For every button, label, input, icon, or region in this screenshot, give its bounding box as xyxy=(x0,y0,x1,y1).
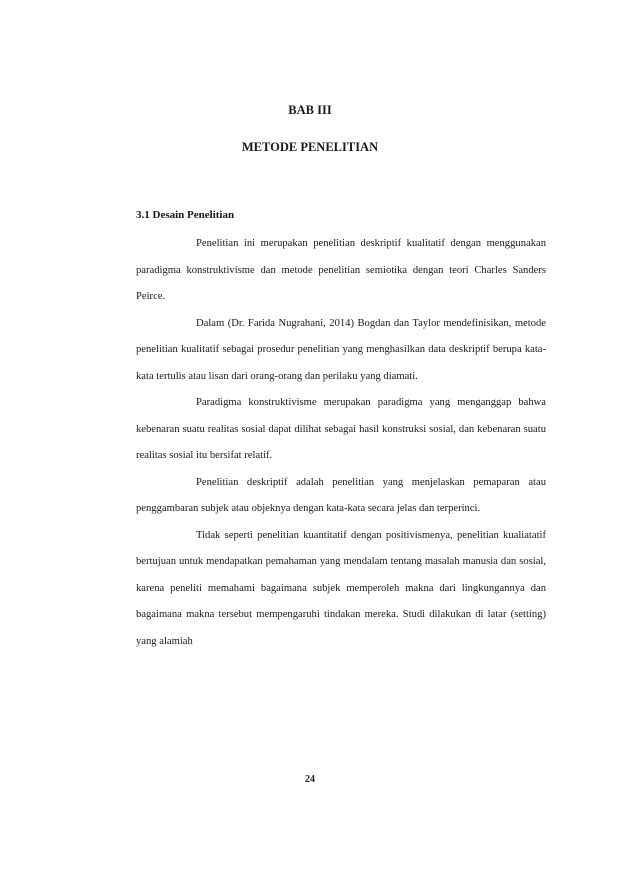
paragraph: Dalam (Dr. Farida Nugrahani, 2014) Bogdan dan Taylor mendefinisikan, metode penelitian kualitatif sebagai prosedur penelitian yang menghasilkan data deskriptif berupa kata-kata tertulis atau lisan dari orang-orang dan perilaku yang diamati. xyxy=(136,317,546,382)
page-number: 24 xyxy=(305,774,315,785)
body-text xyxy=(136,231,546,655)
paragraph: Penelitian ini merupakan penelitian deskriptif kualitatif dengan menggunakan paradigma konstruktivisme dan metode penelitian semiotika dengan teori Charles Sanders Peirce. xyxy=(136,238,546,302)
section-heading: 3.1 Desain Penelitian xyxy=(136,209,235,221)
paragraph: Penelitian deskriptif adalah penelitian yang menjelaskan pemaparan atau penggambaran subjek atau objeknya dengan kata-kata secara jelas dan terperinci. xyxy=(136,476,546,514)
chapter-label: BAB III xyxy=(288,103,332,117)
paragraph: Paradigma konstruktivisme merupakan paradigma yang menganggap bahwa kebenaran suatu realitas sosial dapat dilihat sebagai hasil konstruksi sosial, dan kebenaran suatu realitas sosial itu bersifat relatif. xyxy=(136,397,546,461)
paragraph: Tidak seperti penelitian kuantitatif dengan positivismenya, penelitian kualiatatif bertujuan untuk mendapatkan pemahaman yang mendalam tentang masalah manusia dan sosial, karena peneliti memahami bagaimana subjek memperoleh makna dari lingkungannya dan bagaimana makna tersebut mempengaruhi tindakan mereka. Studi dilakukan di latar (setting) yang alamiah xyxy=(136,529,546,647)
chapter-title: METODE PENELITIAN xyxy=(241,140,379,154)
